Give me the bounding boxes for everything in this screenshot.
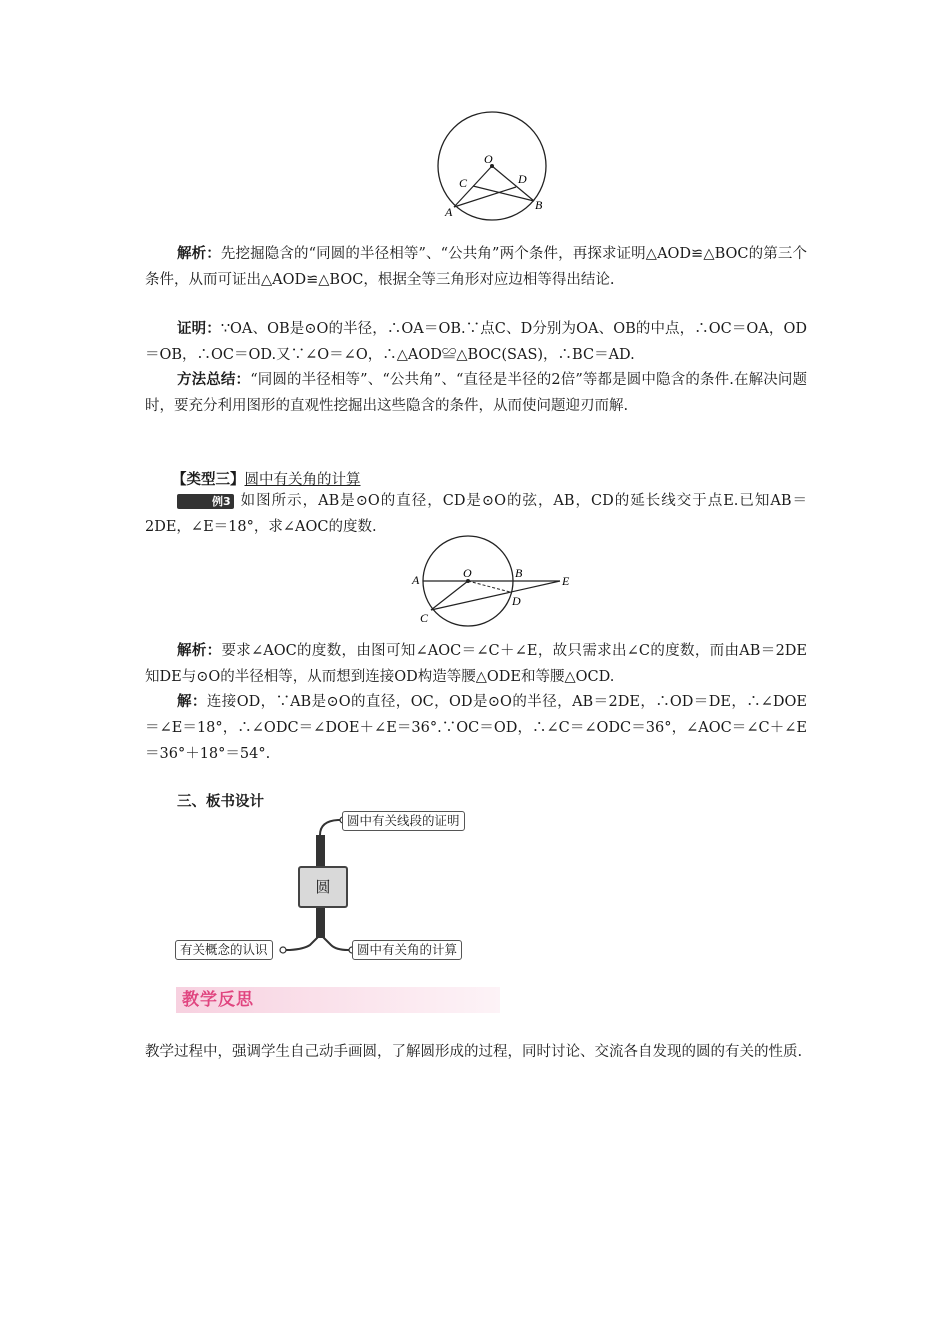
figure-circle-diameter <box>405 533 575 633</box>
mindmap-node-bottom-left: 有关概念的认识 <box>175 940 273 960</box>
example-badge: 例3 <box>177 494 234 509</box>
analysis-3 <box>145 638 807 690</box>
mindmap-node-bottom-right: 圆中有关角的计算 <box>352 940 462 960</box>
fig1-label-b: B <box>535 198 543 212</box>
type3-heading <box>172 468 361 489</box>
method-summary-text: “同圆的半径相等”、“公共角”、“直径是半径的2倍”等都是圆中隐含的条件.在解决问题时，要充分利用图形的直观性挖掘出这些隐含的条件，从而使问题迎刃而解. <box>145 372 808 414</box>
reflection-banner-title: 教学反思 <box>182 990 254 1010</box>
reflection-text: 教学过程中，强调学生自己动手画圆，了解圆形成的过程，同时讨论、交流各自发现的圆的有关的性质. <box>145 1044 803 1060</box>
mindmap-center: 圆 <box>298 866 348 908</box>
section3-title: 三、板书设计 <box>177 794 264 810</box>
figure-circle-triangles <box>425 108 565 228</box>
example-3-text: 如图所示，AB是⊙O的直径，CD是⊙O的弦，AB，CD的延长线交于点E.已知AB＝2DE，∠E＝18°，求∠AOC的度数. <box>145 493 807 535</box>
fig1-label-d: D <box>518 172 527 186</box>
fig1-label-o: O <box>484 152 493 166</box>
fig2-label-a: A <box>412 573 420 587</box>
analysis-1 <box>145 241 807 293</box>
proof-1-label: 证明： <box>177 321 221 337</box>
proof-1-text: ∵OA、OB是⊙O的半径，∴OA＝OB.∵点C、D分别为OA、OB的中点，∴OC＝OA，OD＝OB，∴OC＝OD.又∵∠O＝∠O，∴△AOD≌△BOC(SAS)，∴BC＝AD. <box>145 321 808 363</box>
mindmap-node-top-right: 圆中有关线段的证明 <box>342 811 465 831</box>
proof-1 <box>145 316 807 368</box>
method-summary-label: 方法总结： <box>177 372 251 388</box>
analysis-3-label: 解析： <box>177 643 222 659</box>
solution-3-label: 解： <box>177 694 207 710</box>
fig2-label-d: D <box>512 594 521 608</box>
analysis-1-text: 先挖掘隐含的“同圆的半径相等”、“公共角”两个条件，再探求证明△AOD≌△BOC的第三个条件，从而可证出△AOD≌△BOC，根据全等三角形对应边相等得出结论. <box>145 246 808 288</box>
type3-title: 圆中有关角的计算 <box>244 472 361 488</box>
fig2-label-b: B <box>515 566 523 580</box>
fig2-label-e: E <box>562 574 570 588</box>
analysis-3-text: 要求∠AOC的度数，由图可知∠AOC＝∠C＋∠E，故只需求出∠C的度数，而由AB＝2DE知DE与⊙O的半径相等，从而想到连接OD构造等腰△ODE和等腰△OCD. <box>145 643 808 685</box>
solution-3-text: 连接OD，∵AB是⊙O的直径，OC，OD是⊙O的半径，AB＝2DE，∴OD＝DE，∴∠DOE＝∠E＝18°，∴∠ODC＝∠DOE＋∠E＝36°.∵OC＝OD，∴∠C＝∠ODC＝36°，∠AOC＝∠C＋∠E＝36°＋18°＝54°. <box>145 694 807 762</box>
solution-3 <box>145 689 807 767</box>
fig2-label-o: O <box>463 566 472 580</box>
method-summary-1 <box>145 367 807 419</box>
fig1-label-c: C <box>459 176 468 190</box>
fig1-label-a: A <box>445 205 453 219</box>
analysis-1-label: 解析： <box>177 246 221 262</box>
fig2-label-c: C <box>420 611 429 625</box>
type3-bracket: 【类型三】 <box>172 472 245 488</box>
